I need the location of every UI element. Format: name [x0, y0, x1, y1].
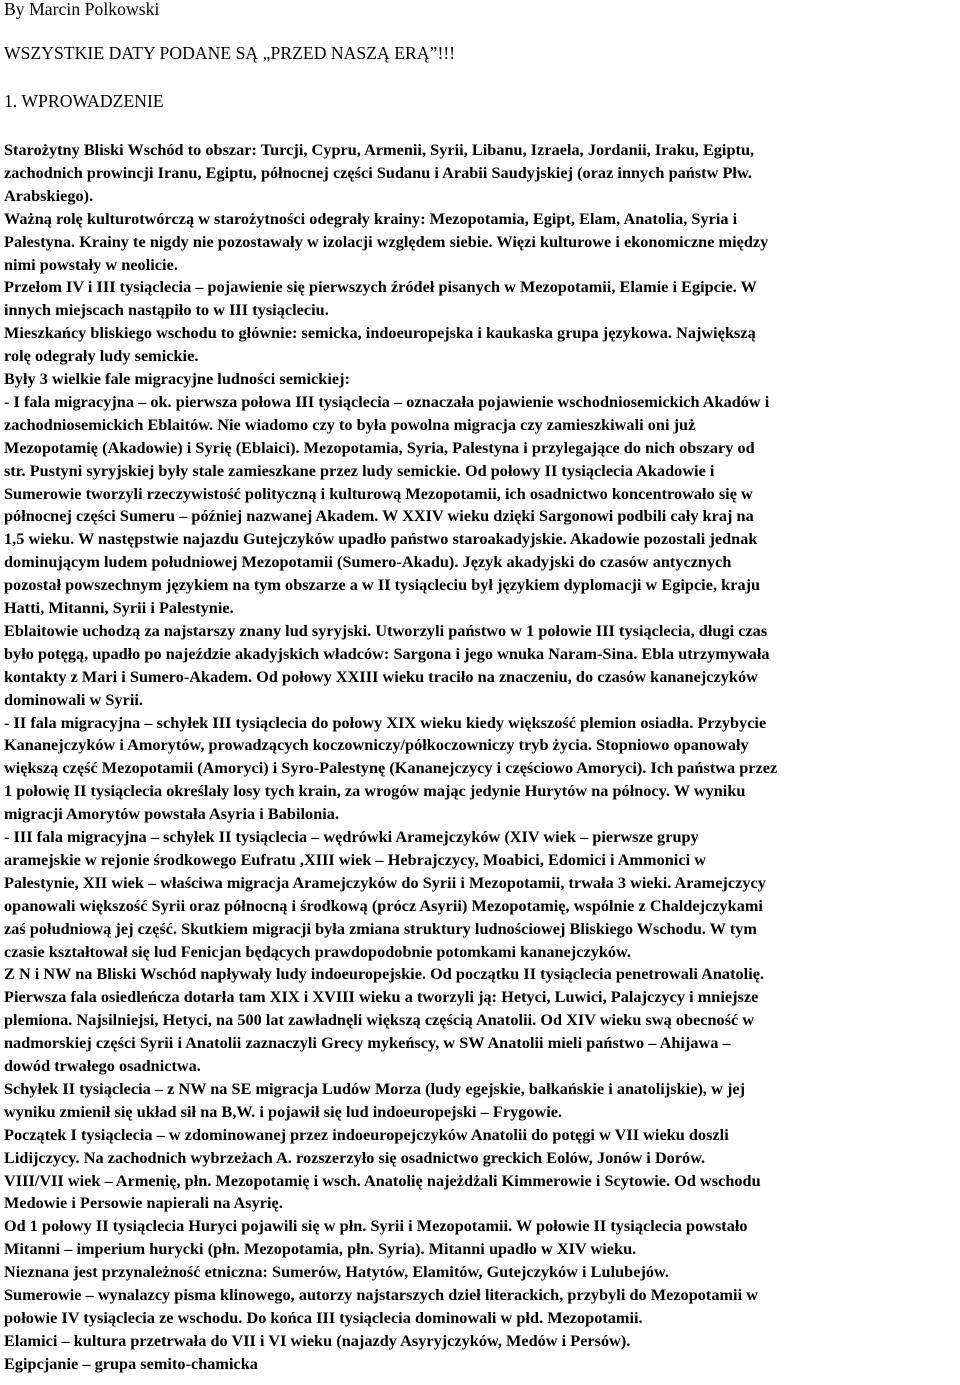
text-line: dominującym ludem południowej Mezopotamii (Sumero-Akadu). Język akadyjski do czasów antycznych — [4, 553, 732, 572]
text-line: Lidijczycy. Na zachodnich wybrzeżach A. rozszerzyło się osadnictwo greckich Eolów, Jonów i Dorów. — [4, 1148, 706, 1167]
text-line: północnej części Sumeru – później nazwanej Akadem. W XXIV wieku dzięki Sargonowi podbili cały kraj na — [4, 507, 754, 526]
text-line: Nieznana jest przynależność etniczna: Sumerów, Hatytów, Elamitów, Gutejczyków i Lulubejów. — [4, 1263, 669, 1282]
text-line: - III fala migracyjna – schyłek II tysiąclecia – wędrówki Aramejczyków (XIV wiek – pierwsze grupy — [4, 828, 699, 846]
text-line: Z N i NW na Bliski Wschód napływały ludy indoeuropejskie. Od początku II tysiąclecia penetrowali Anatolię. — [4, 965, 765, 984]
text-line: str. Pustyni syryjskiej były stale zamieszkane przez ludy semickie. Od połowy II tysiąclecia Akadowie i — [4, 461, 715, 480]
text-line: wyniku zmienił się układ sił na B,W. i pojawił się lud indoeuropejski – Frygowie. — [4, 1102, 563, 1121]
text-line: Sumerowie – wynalazcy pisma klinowego, autorzy najstarszych dzieł literackich, przybyli do Mezopotamii w — [4, 1286, 758, 1304]
text-line: opanowali większość Syrii oraz północną i środkową (prócz Asyrii) Mezopotamię, wspólnie z Chaldejczykami — [4, 896, 763, 915]
text-line: Arabskiego). — [4, 186, 94, 205]
text-line: dowód trwałego osadnictwa. — [4, 1057, 201, 1075]
text-line: 1,5 wieku. W następstwie najazdu Gutejczyków upadło państwo staroakadyjskie. Akadowie pozostali jednak — [4, 530, 758, 549]
text-line: Eblaitowie uchodzą za najstarszy znany lud syryjski. Utworzyli państwo w 1 połowie III tysiąclecia, długi czas — [4, 621, 768, 640]
text-line: większą część Mezopotamii (Amoryci) i Syro-Palestynę (Kananejczycy i częściowo Amoryci). Ich państwa przez — [4, 759, 778, 778]
text-line: - I fala migracyjna – ok. pierwsza połowa III tysiąclecia – oznaczała pojawienie wschodniosemickich Akadów i — [4, 392, 770, 411]
text-line: Sumerowie tworzyli rzeczywistość polityczną i kulturową Mezopotamii, ich osadnictwo koncentrowało się w — [4, 484, 753, 503]
text-line: Były 3 wielkie fale migracyjne ludności semickiej: — [4, 370, 350, 388]
text-line: kontakty z Mari i Sumero-Akadem. Od połowy XXIII wieku traciło na znaczeniu, do czasów kananejczyków — [4, 667, 758, 686]
text-line: Od 1 połowy II tysiąclecia Huryci pojawili się w płn. Syrii i Mezopotamii. W połowie II tysiąclecia powstało — [4, 1217, 748, 1236]
text-line: Palestynie, XII wiek – właściwa migracja Aramejczyków do Syrii i Mezopotamii, trwała 3 wieki. Aramejczycy — [4, 873, 766, 892]
section-heading: 1. WPROWADZENIE — [4, 91, 164, 111]
text-line: rolę odegrały ludy semickie. — [4, 347, 199, 366]
text-line: Przełom IV i III tysiąclecia – pojawienie się pierwszych źródeł pisanych w Mezopotamii, Elamie i Egipcie. W — [4, 278, 757, 297]
text-line: Początek I tysiąclecia – w zdominowanej przez indoeuropejczyków Anatolii do potęgi w VII wieku doszli — [4, 1125, 729, 1144]
text-line: Mitanni – imperium hurycki (płn. Mezopotamia, płn. Syria). Mitanni upadło w XIV wieku. — [4, 1240, 637, 1259]
text-line: - II fala migracyjna – schyłek III tysiąclecia do połowy XIX wieku kiedy większość plemion osiadła. Przybycie — [4, 713, 767, 732]
text-line: Schyłek II tysiąclecia – z NW na SE migracja Ludów Morza (ludy egejskie, bałkańskie i anatolijskie), w jej — [4, 1079, 746, 1098]
text-line: Pierwsza fala osiedleńcza dotarła tam XIX i XVIII wieku a tworzyli ją: Hetyci, Luwici, Palajczycy i mniejsze — [4, 988, 759, 1007]
text-line: pozostał powszechnym językiem na tym obszarze a w II tysiącleciu był językiem dyplomacji w Egipcie, kraju — [4, 576, 761, 595]
text-line: Kananejczyków i Amorytów, prowadzących koczowniczy/półkoczowniczy tryb życia. Stopniowo opanowały — [4, 736, 749, 755]
text-line: innych miejscach nastąpiło to w III tysiącleciu. — [4, 301, 329, 320]
text-line: Starożytny Bliski Wschód to obszar: Turcji, Cypru, Armenii, Syrii, Libanu, Izraela, Jordanii, Iraku, Egiptu, — [4, 141, 755, 159]
text-line: zachodnich prowincji Iranu, Egiptu, północnej części Sudanu i Arabii Saudyjskiej (oraz innych państw Płw. — [4, 163, 752, 182]
text-line: połowie IV tysiąclecia ze wschodu. Do końca III tysiąclecia dominowali w płd. Mezopotamii. — [4, 1308, 643, 1327]
text-line: było potęgą, upadło po najeździe akadyjskich władców: Sargona i jego wnuka Naram-Sina. Ebla utrzymywała — [4, 644, 770, 663]
text-line: Medowie i Persowie napierali na Asyrię. — [4, 1194, 283, 1213]
text-line: nimi powstały w neolicie. — [4, 255, 178, 274]
text-line: Mieszkańcy bliskiego wschodu to głównie: semicka, indoeuropejska i kaukaska grupa językowa. Największą — [4, 324, 756, 343]
dates-notice: WSZYSTKIE DATY PODANE SĄ „PRZED NASZĄ ERĄ”!!! — [4, 43, 456, 63]
text-line: Palestyna. Krainy te nigdy nie pozostawały w izolacji względem siebie. Więzi kulturowe i ekonomiczne między — [4, 232, 769, 251]
text-line: czasie kształtował się lud Fenicjan będących prawdopodobnie potomkami kananejczyków. — [4, 942, 631, 961]
author-line: By Marcin Polkowski — [4, 0, 160, 19]
text-line: plemiona. Najsilniejsi, Hetyci, na 500 lat zawładnęli większą częścią Anatolii. Od XIV wieku swą obecność w — [4, 1011, 755, 1030]
text-line: nadmorskiej części Syrii i Anatolii zaznaczyli Grecy mykeńscy, w SW Anatolii mieli państwo – Ahijawa – — [4, 1034, 731, 1053]
text-line: Elamici – kultura przetrwała do VII i VI wieku (najazdy Asyryjczyków, Medów i Persów). — [4, 1331, 631, 1350]
text-line: 1 połowię II tysiąclecia określały losy tych krain, za wrogów mając jedynie Hurytów na północy. W wyniku — [4, 782, 746, 801]
text-line: zaś południową jej część. Skutkiem migracji była zmiana struktury ludnościowej Bliskiego Wschodu. W tym — [4, 919, 757, 938]
text-line: VIII/VII wiek – Armenię, płn. Mezopotamię i wsch. Anatolię najeżdżali Kimmerowie i Scytowie. Od wschodu — [4, 1171, 761, 1190]
text-line: Egipcjanie – grupa semito-chamicka — [4, 1354, 258, 1373]
text-line: Hatti, Mitanni, Syrii i Palestynie. — [4, 599, 234, 617]
text-line: aramejskie w rejonie środkowego Eufratu ,XIII wiek – Hebrajczycy, Moabici, Edomici i Ammonici w — [4, 850, 706, 869]
text-line: Ważną rolę kulturotwórczą w starożytności odegrały krainy: Mezopotamia, Egipt, Elam, Anatolia, Syria i — [4, 209, 738, 228]
text-line: migracji Amorytów powstała Asyria i Babilonia. — [4, 805, 340, 824]
text-line: dominowali w Syrii. — [4, 690, 144, 709]
text-line: zachodniosemickich Eblaitów. Nie wiadomo czy to była powolna migracja czy zamieszkiwali oni już — [4, 415, 696, 434]
text-line: Mezopotamię (Akadowie) i Syrię (Eblaici). Mezopotamia, Syria, Palestyna i przylegające do nich obszary od — [4, 438, 755, 457]
